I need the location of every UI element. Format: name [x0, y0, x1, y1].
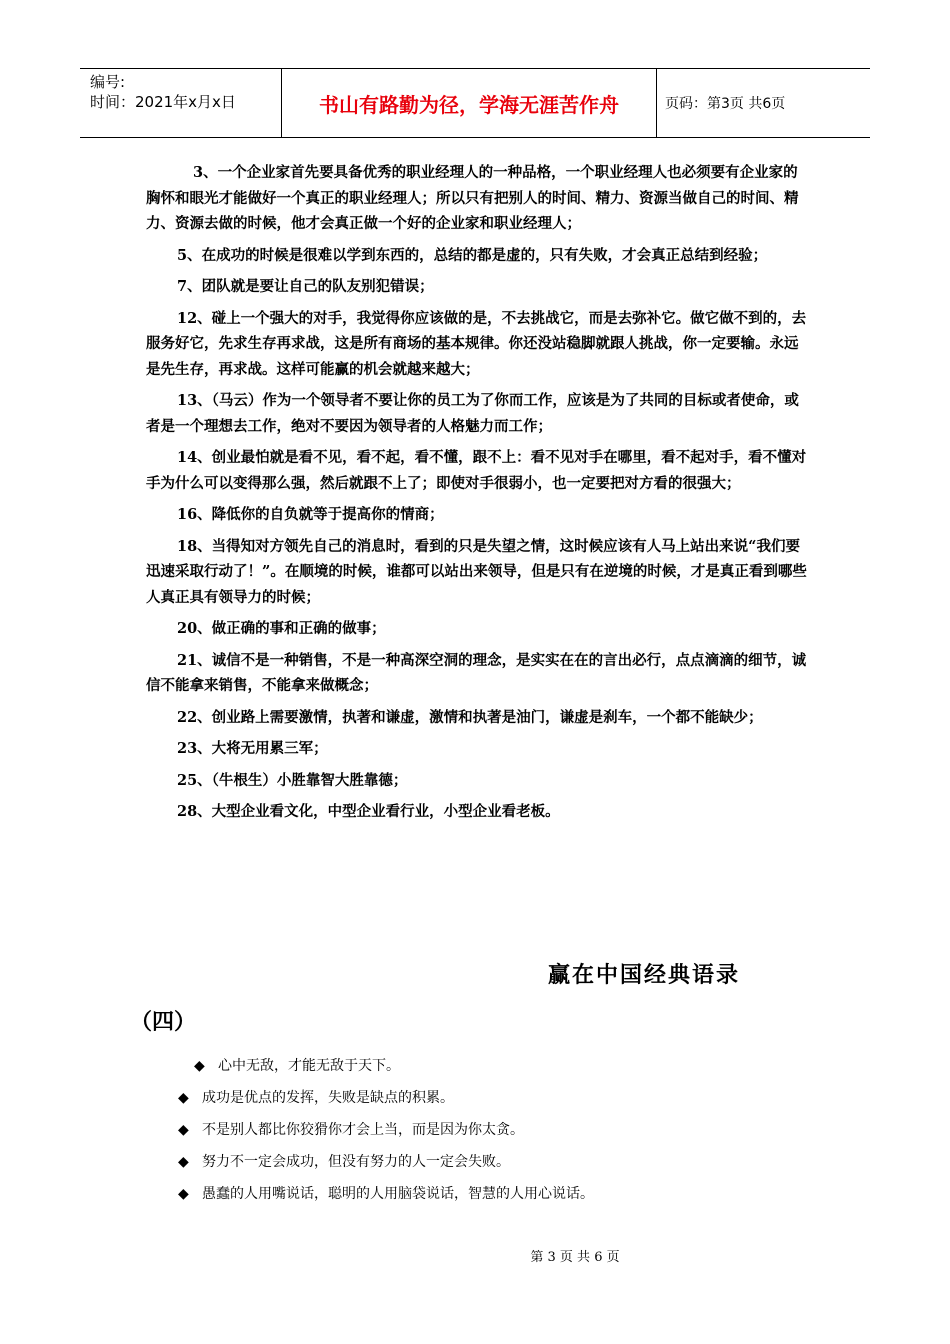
list-item	[178, 1082, 594, 1114]
diamond-bullet-icon: ◆	[178, 1122, 189, 1138]
page-header	[80, 68, 870, 138]
bullet-list	[178, 1050, 594, 1210]
list-item	[178, 1114, 594, 1146]
paragraph: 28、大型企业看文化，中型企业看行业，小型企业看老板。	[177, 803, 560, 820]
diamond-bullet-icon: ◆	[178, 1186, 189, 1202]
paragraph: 18、当得知对方领先自己的消息时，看到的只是失望之情，这时候应该有人马上站出来说“我们要迅速采取行动了！”。在顺境的时候，谁都可以站出来领导，但是只有在逆境的时候，才是真正看到哪些人真正具有领导力的时候；	[146, 537, 807, 606]
bullet-text: 努力不一定会成功，但没有努力的人一定会失败。	[202, 1154, 510, 1170]
paragraph: 25、（牛根生）小胜靠智大胜靠德；	[177, 771, 408, 789]
list-item	[194, 1050, 594, 1082]
paragraph: 5、在成功的时候是很难以学到东西的，总结的都是虚的，只有失败，才会真正总结到经验；	[177, 246, 768, 264]
header-page-label: 页码：第3页 共6页	[665, 96, 786, 112]
diamond-bullet-icon: ◆	[178, 1154, 189, 1170]
diamond-bullet-icon: ◆	[194, 1058, 205, 1074]
paragraph: 23、大将无用累三军；	[177, 740, 328, 757]
list-item	[178, 1146, 594, 1178]
paragraph: 13、（马云）作为一个领导者不要让你的员工为了你而工作，应该是为了共同的目标或者使命，或者是一个理想去工作，绝对不要因为领导者的人格魅力而工作；	[146, 392, 799, 435]
serial-label: 编号:	[90, 73, 126, 91]
paragraph: 21、诚信不是一种销售，不是一种高深空洞的理念，是实实在在的言出必行，点点滴滴的细节，诚信不能拿来销售，不能拿来做概念；	[146, 651, 807, 694]
paragraph: 14、创业最怕就是看不见，看不起，看不懂，跟不上：看不见对手在哪里，看不起对手，看不懂对手为什么可以变得那么强，然后就跟不上了；即使对手很弱小，也一定要把对方看的很强大；	[146, 449, 807, 492]
page-footer: 第 3 页 共 6 页	[530, 1250, 620, 1265]
section-title: 赢在中国经典语录	[548, 962, 741, 988]
section-number: （四）	[130, 1009, 197, 1035]
bullet-text: 心中无敌，才能无敌于天下。	[218, 1058, 400, 1074]
paragraph: 22、创业路上需要激情，执著和谦虚，激情和执著是油门，谦虚是刹车，一个都不能缺少；	[177, 708, 763, 726]
paragraph: 16、降低你的自负就等于提高你的情商；	[177, 506, 444, 523]
paragraph: 7、团队就是要让自己的队友别犯错误；	[177, 278, 434, 295]
paragraph: 12、碰上一个强大的对手，我觉得你应该做的是，不去挑战它，而是去弥补它。做它做不到的，去服务好它，先求生存再求战，这是所有商场的基本规律。你还没站稳脚就跟人挑战，你一定要输。永远是先生存，再求战。这样可能赢的机会就越来越大；	[146, 309, 807, 378]
list-item	[178, 1178, 594, 1210]
header-meta	[80, 69, 281, 137]
date-label: 时间：2021年x月x日	[90, 93, 236, 111]
paragraph: 3、一个企业家首先要具备优秀的职业经理人的一种品格，一个职业经理人也必须要有企业家的胸怀和眼光才能做好一个真正的职业经理人；所以只有把别人的时间、精力、资源当做自己的时间、精力、资源去做的时候，他才会真正做一个好的企业家和职业经理人；	[146, 164, 799, 232]
bullet-text: 成功是优点的发挥，失败是缺点的积累。	[202, 1090, 454, 1106]
bullet-text: 愚蠢的人用嘴说话，聪明的人用脑袋说话，智慧的人用心说话。	[202, 1186, 594, 1202]
quotes-body	[146, 160, 810, 831]
header-motto: 书山有路勤为径，学海无涯苦作舟	[281, 69, 657, 137]
bullet-text: 不是别人都比你狡猾你才会上当，而是因为你太贪。	[202, 1122, 524, 1138]
paragraph: 20、做正确的事和正确的做事；	[177, 620, 386, 637]
diamond-bullet-icon: ◆	[178, 1090, 189, 1106]
